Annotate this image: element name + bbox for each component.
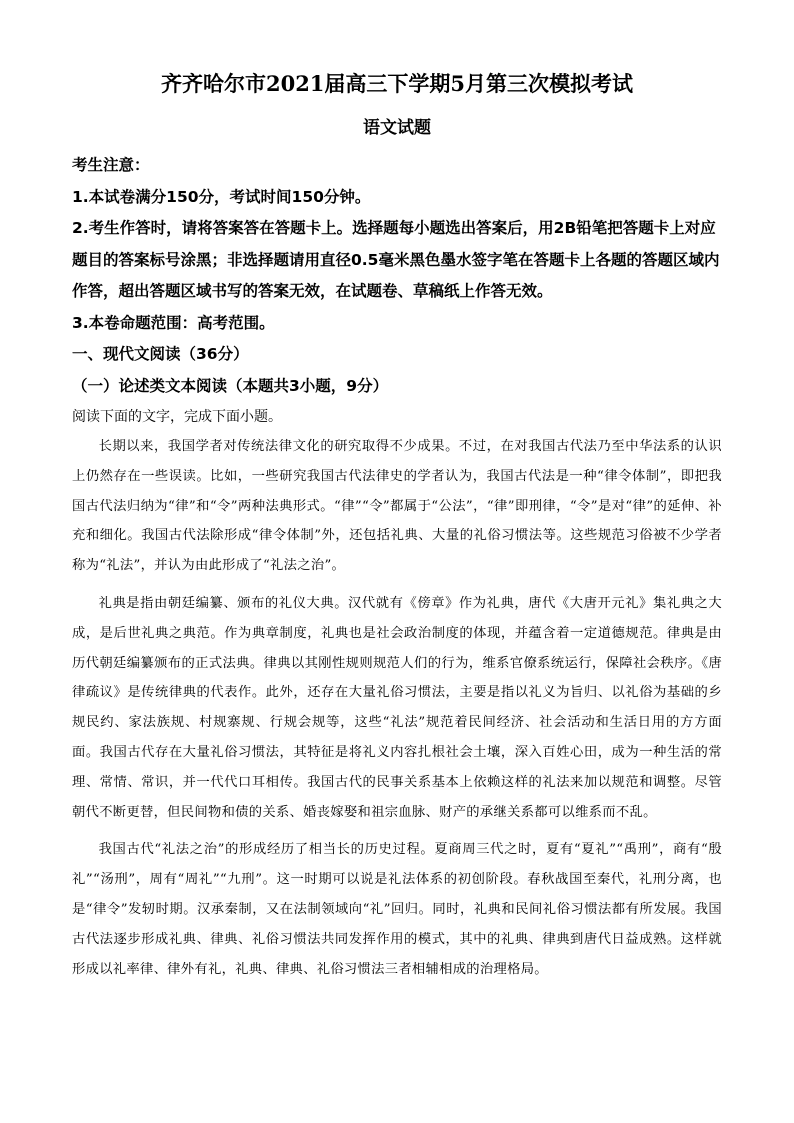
document-page — [72, 64, 722, 984]
notice-item-1: 1.本试卷满分150分，考试时间150分钟。 — [72, 187, 371, 206]
notice-heading: 考生注意： — [72, 156, 150, 174]
section-subheading: （一）论述类文本阅读（本题共3小题，9分） — [72, 376, 389, 395]
notice-item-3: 3.本卷命题范围：高考范围。 — [72, 313, 275, 332]
section-heading: 一、现代文阅读（36分） — [72, 345, 249, 363]
exam-title: 齐齐哈尔市2021届高三下学期5月第三次模拟考试 — [160, 71, 634, 96]
passage-paragraph-3: 我国古代“礼法之治”的形成经历了相当长的历史过程。夏商周三代之时，夏有“夏礼”“禹刑”，商有“殷礼”“汤刑”，周有“周礼”“九刑”。这一时期可以说是礼法体系的初创阶段。春秋战国至秦代，礼刑分离，也是“律令”发轫时期。汉承秦制，又在法制领域向“礼”回归。同时，礼典和民间礼俗习惯法都有所发展。我国古代法逐步形成礼典、律典、礼俗习惯法共同发挥作用的模式，其中的礼典、律典到唐代日益成熟。这样就形成以礼率律、律外有礼，礼典、律典、礼俗习惯法三者相辅相成的治理格局。 — [72, 842, 722, 977]
notice-item-2: 2.考生作答时，请将答案答在答题卡上。选择题每小题选出答案后，用2B铅笔把答题卡上对应题目的答案标号涂黑；非选择题请用直径0.5毫米黑色墨水签字笔在答题卡上各题的答题区域内作答，超出答题区域书写的答案无效，在试题卷、草稿纸上作答无效。 — [72, 219, 720, 300]
notice-block — [72, 150, 722, 339]
passage-paragraph-1: 长期以来，我国学者对传统法律文化的研究取得不少成果。不过，在对我国古代法乃至中华法系的认识上仍然存在一些误读。比如，一些研究我国古代法律史的学者认为，我国古代法是一种“律令体制”，即把我国古代法归纳为“律”和“令”两种法典形式。“律”“令”都属于“公法”，“律”即刑律，“令”是对“律”的延伸、补充和细化。我国古代法除形成“律令体制”外，还包括礼典、大量的礼俗习惯法等。这些规范习俗被不少学者称为“礼法”，并认为由此形成了“礼法之治”。 — [72, 439, 722, 574]
passage-paragraph-2: 礼典是指由朝廷编纂、颁布的礼仪大典。汉代就有《傍章》作为礼典，唐代《大唐开元礼》集礼典之大成，是后世礼典之典范。作为典章制度，礼典也是社会政治制度的体现，并蕴含着一定道德规范。律典是由历代朝廷编纂颁布的正式法典。律典以其刚性规则规范人们的行为，维系官僚系统运行，保障社会秩序。《唐律疏议》是传统律典的代表作。此外，还存在大量礼俗习惯法，主要是指以礼义为旨归、以礼俗为基础的乡规民约、家法族规、村规寨规、行规会规等，这些“礼法”规范着民间经济、社会活动和生活日用的方方面面。我国古代存在大量礼俗习惯法，其特征是将礼义内容扎根社会土壤，深入百姓心田，成为一种生活的常理、常情、常识，并一代代口耳相传。我国古代的民事关系基本上依赖这样的礼法来加以规范和调整。尽管朝代不断更替，但民间物和债的关系、婚丧嫁娶和祖宗血脉、财产的承继关系都可以维系而不乱。 — [72, 595, 722, 820]
reading-instruction: 阅读下面的文字，完成下面小题。 — [72, 409, 282, 425]
reading-passage — [72, 432, 722, 984]
exam-subtitle: 语文试题 — [363, 118, 431, 138]
